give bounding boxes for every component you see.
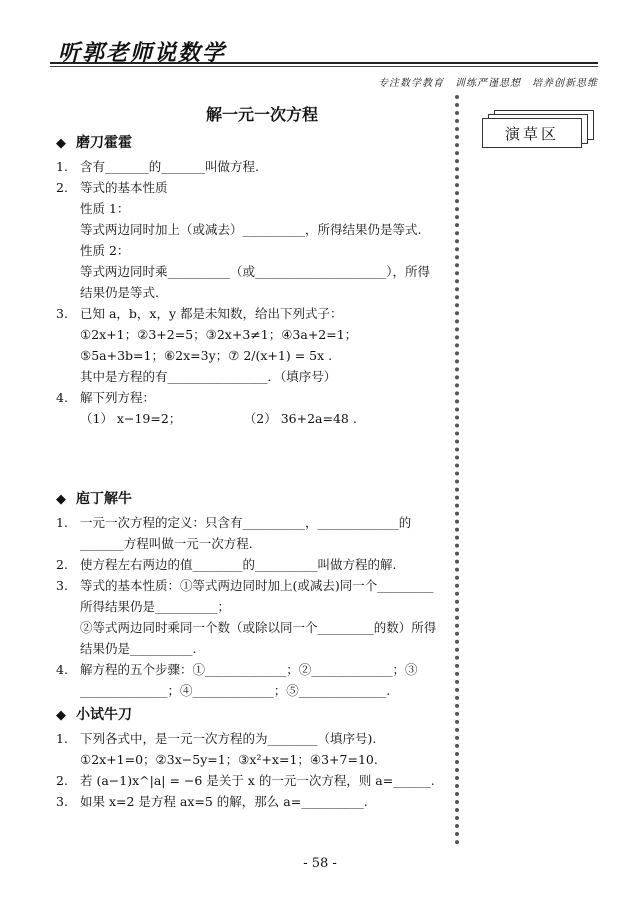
question-number: 1. (56, 515, 68, 530)
question-line (56, 366, 448, 387)
diamond-bullet-icon: ◆ (56, 136, 66, 151)
question-number: 3. (56, 794, 68, 809)
section-lines (56, 512, 448, 701)
question-number (56, 408, 80, 429)
question-text: 性质 2： (80, 243, 130, 258)
question-number: 3. (56, 306, 68, 321)
header-rule (50, 62, 598, 64)
question-line (56, 596, 448, 617)
question-number: 2. (56, 180, 68, 195)
question-number (56, 617, 80, 638)
question-text: （1） x−19=2； （2） 36+2a=48 . (80, 411, 357, 426)
section-2 (56, 489, 448, 701)
section-heading (56, 133, 448, 154)
question-text: 含有_______的_______叫做方程. (80, 159, 259, 174)
question-number: 1. (56, 731, 68, 746)
question-number (56, 533, 80, 554)
question-text: 结果仍是__________. (80, 641, 197, 656)
question-number (56, 219, 80, 240)
question-text: 已知 a，b，x，y 都是未知数，给出下列式子： (80, 306, 343, 321)
diamond-bullet-icon: ◆ (56, 492, 66, 507)
section-lines (56, 728, 448, 812)
question-number (56, 282, 80, 303)
question-text: 结果仍是等式. (80, 285, 159, 300)
question-number: 2. (56, 773, 68, 788)
question-text: 下列各式中，是一元一次方程的为________（填序号). (80, 731, 377, 746)
question-number (56, 345, 80, 366)
section-heading-text: 小试牛刀 (76, 707, 132, 723)
question-number (56, 366, 80, 387)
diamond-bullet-icon: ◆ (56, 708, 66, 723)
question-number: 3. (56, 578, 68, 593)
question-text: ______________；④_____________；⑤______________. (80, 683, 391, 698)
main-content (56, 104, 448, 812)
question-line (56, 219, 448, 240)
question-line (56, 680, 448, 701)
question-text: 其中是方程的有________________．（填序号） (80, 369, 337, 384)
question-text: 等式两边同时乘__________（或_____________________），所得 (80, 264, 431, 279)
question-line (56, 638, 448, 659)
section-1 (56, 133, 448, 429)
section-heading-text: 磨刀霍霍 (76, 135, 132, 151)
question-text: ⑤5a+3b=1；⑥2x=3y；⑦ 2/(x+1) = 5x . (80, 348, 333, 363)
question-text: ①2x+1；②3+2=5；③2x+3≠1；④3a+2=1； (80, 327, 358, 342)
question-line (56, 261, 448, 282)
question-number (56, 638, 80, 659)
question-text: 等式的基本性质：①等式两边同时加上(或减去)同一个_________ (80, 578, 434, 593)
question-line (56, 728, 448, 749)
question-text: 使方程左右两边的值________的__________叫做方程的解. (80, 557, 397, 572)
question-line (56, 324, 448, 345)
question-number (56, 240, 80, 261)
question-text: 等式的基本性质 (80, 180, 168, 195)
question-number (56, 261, 80, 282)
scratch-area-label (482, 118, 594, 146)
question-line (56, 554, 448, 575)
question-line (56, 240, 448, 261)
scratch-box-front: 演草区 (482, 118, 582, 148)
question-text: 等式两边同时加上（或减去）__________，所得结果仍是等式. (80, 222, 422, 237)
question-text: 性质 1： (80, 201, 130, 216)
question-number (56, 324, 80, 345)
page-title: 解一元一次方程 (205, 105, 318, 124)
header-slogan: 专注数学教育 训练严谨思想 培养创新思维 (378, 78, 598, 89)
section-heading (56, 489, 448, 510)
question-number: 2. (56, 557, 68, 572)
question-line (56, 749, 448, 770)
question-text: 一元一次方程的定义：只含有__________，_____________的 (80, 515, 412, 530)
question-line (56, 575, 448, 596)
question-line (56, 345, 448, 366)
question-text: 所得结果仍是__________； (80, 599, 231, 614)
question-line (56, 770, 448, 791)
question-text: 如果 x=2 是方程 ax=5 的解，那么 a=__________. (80, 794, 368, 809)
question-text: _______方程叫做一元一次方程. (80, 536, 253, 551)
question-number: 4. (56, 390, 68, 405)
question-text: 解方程的五个步骤：①_____________；②_____________；③ (80, 662, 418, 677)
question-line (56, 198, 448, 219)
question-number: 4. (56, 662, 68, 677)
section-3 (56, 705, 448, 812)
book-title: 听郭老师说数学 (58, 40, 227, 66)
question-number (56, 198, 80, 219)
question-line (56, 177, 448, 198)
question-text: ①2x+1=0；②3x−5y=1；③x²+x=1；④3+7=10. (80, 752, 378, 767)
question-line (56, 282, 448, 303)
question-line (56, 156, 448, 177)
section-lines (56, 156, 448, 429)
question-number (56, 749, 80, 770)
question-line (56, 791, 448, 812)
header-rule-thin (50, 66, 598, 67)
question-line (56, 512, 448, 533)
question-line (56, 659, 448, 680)
question-line (56, 303, 448, 324)
page-number: - 58 - (303, 856, 337, 871)
question-number (56, 596, 80, 617)
question-line (56, 617, 448, 638)
question-line (56, 533, 448, 554)
column-divider (455, 95, 459, 845)
section-heading (56, 705, 448, 726)
question-text: ②等式两边同时乘同一个数（或除以同一个_________的数）所得 (80, 620, 437, 635)
question-line (56, 408, 448, 429)
section-heading-text: 庖丁解牛 (76, 491, 132, 507)
question-number: 1. (56, 159, 68, 174)
question-text: 解下列方程： (80, 390, 156, 405)
question-line (56, 387, 448, 408)
question-text: 若 (a−1)x^|a| = −6 是关于 x 的一元一次方程，则 a=______. (80, 773, 435, 788)
question-number (56, 680, 80, 701)
